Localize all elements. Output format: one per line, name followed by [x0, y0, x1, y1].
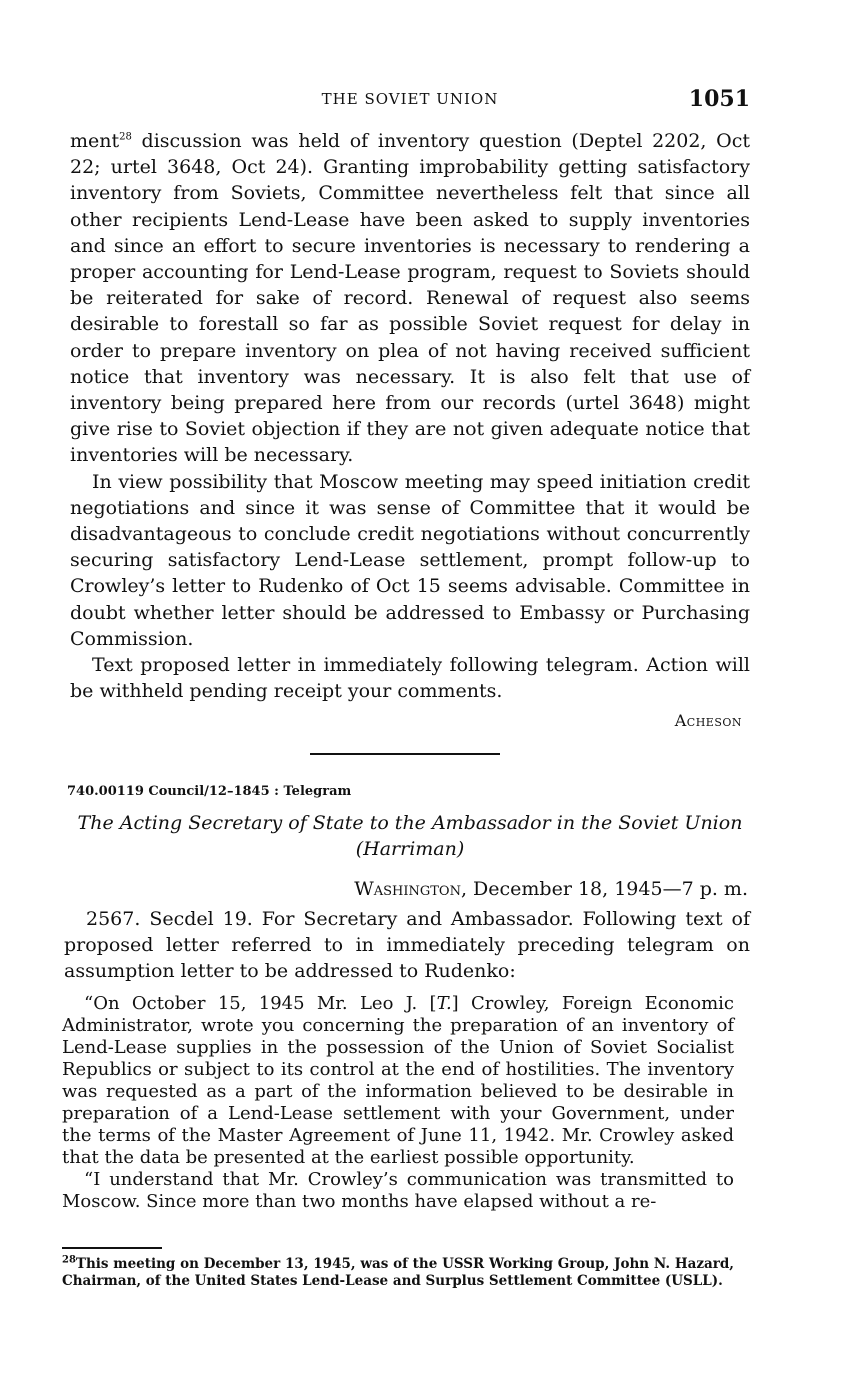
paragraph-2: In view possibility that Moscow meeting may speed initiation credit negotiations and since it was sense of Committee that it would be disadvantageous to conclude credit negotiations without concurrently securing satisfactory Lend-Lease settlement, prompt follow-up to Crowley’s letter to Rudenko of Oct 15 seems advisable. Committee in doubt whether letter should be addressed to Embassy or Purchasing Commission.: [70, 470, 750, 650]
footnote-text: This meeting on December 13, 1945, was of the USSR Working Group, John N. Hazard, Chairman, of the United States Lend-Lease and Surplus Settlement Committee (USLL).: [62, 1256, 734, 1289]
letter-initial: T.: [436, 993, 452, 1014]
footnote-divider: [62, 1247, 162, 1249]
main-body: [70, 128, 750, 704]
page-number: 1051: [688, 86, 750, 112]
footnote-number: 28: [62, 1254, 76, 1266]
letter-paragraph-1: [62, 993, 734, 1169]
signature: Acheson: [674, 711, 742, 730]
footnote: [62, 1256, 734, 1290]
dateline-place: Washington: [354, 878, 461, 900]
document-title: [70, 810, 750, 862]
document-title-line-1: The Acting Secretary of State to the Ambassador in the Soviet Union: [77, 812, 743, 834]
letter-paragraph-1-rest: ] Crowley, Foreign Economic Administrator, wrote you concerning the preparation of an inventory of Lend-Lease supplies in the possession of the Union of Soviet Socialist Republics or subject to its control at the end of hostilities. The inventory was requested as a part of the information believed to be desirable in preparation of a Lend-Lease settlement with your Government, under the terms of the Master Agreement of June 11, 1942. Mr. Crowley asked that the data be presented at the earliest possible opportunity.: [62, 993, 734, 1168]
dateline-date: , December 18, 1945—7 p. m.: [460, 878, 748, 900]
file-reference: 740.00119 Council/12–1845 : Telegram: [67, 784, 352, 799]
telegram-text: [64, 906, 750, 984]
paragraph-1: [70, 128, 750, 469]
document-title-line-2: (Harriman): [355, 838, 465, 860]
footnote-marker: 28: [119, 131, 132, 143]
paragraph-1-text: discussion was held of inventory question (Deptel 2202, Oct 22; urtel 3648, Oct 24). Granting improbability getting satisfactory inventory from Soviets, Committee nevertheless felt that since all other recipients Lend-Lease have been asked to supply inventories and since an effort to secure inventories is necessary to rendering a proper accounting for Lend-Lease program, request to Soviets should be reiterated for sake of record. Renewal of request also seems desirable to forestall so far as possible Soviet request for delay in order to prepare inventory on plea of not having received sufficient notice that inventory was necessary. It is also felt that use of inventory being prepared here from our records (urtel 3648) might give rise to Soviet objection if they are not given adequate notice that inventories will be necessary.: [70, 130, 750, 467]
dateline: [354, 878, 748, 900]
page-header: [70, 86, 750, 116]
running-title: THE SOVIET UNION: [321, 90, 499, 108]
letter-paragraph-1-start: “On October 15, 1945 Mr. Leo J. [: [84, 993, 437, 1014]
telegram-paragraph: 2567. Secdel 19. For Secretary and Ambassador. Following text of proposed letter referred to in immediately preceding telegram on assumption letter to be addressed to Rudenko:: [64, 908, 750, 982]
quoted-letter: [62, 993, 734, 1213]
section-divider: [310, 753, 500, 755]
paragraph-3: Text proposed letter in immediately following telegram. Action will be withheld pending receipt your comments.: [70, 654, 750, 703]
letter-paragraph-2: “I understand that Mr. Crowley’s communication was transmitted to Moscow. Since more than two months have elapsed without a re-: [62, 1169, 734, 1212]
paragraph-1-lead: ment: [70, 130, 120, 152]
